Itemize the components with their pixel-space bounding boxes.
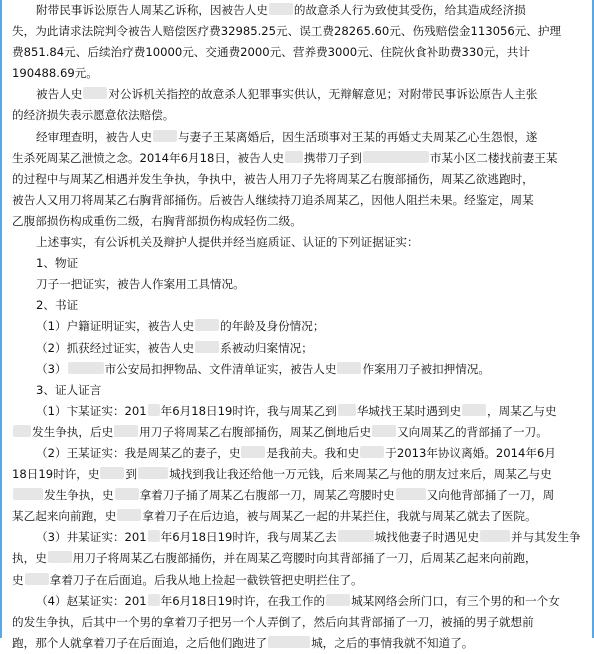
redaction-mark	[148, 594, 160, 606]
redaction-mark	[338, 404, 356, 416]
redaction-mark	[13, 488, 43, 500]
text-run: 某乙起来向前跑，史	[12, 509, 117, 524]
text-run: 执，史	[12, 551, 47, 566]
text-line-l01	[12, 0, 584, 21]
text-run: 乙腹部损伤构成重伤二级，右胸背部损伤构成轻伤二级。	[12, 213, 302, 228]
redaction-mark	[195, 319, 219, 331]
text-run: 费851.84元、后续治疗费10000元、交通费2000元、营养费3000元、住院伙食补助费330元，共计	[12, 45, 530, 60]
text-run: 经审理查明，被告人史	[36, 129, 152, 144]
redaction-mark	[195, 341, 219, 353]
text-run: 被告人又用刀将周某乙右胸背部捅伤。后被告人继续持刀追杀周某乙，因他人阻拦未果。经鉴定，周某	[12, 192, 534, 207]
text-run: （1）户籍证明证实，被告人史	[36, 319, 195, 334]
text-run: 1、物证	[36, 256, 79, 271]
text-run: 用刀子将周某乙右腹部捅伤，周某乙倒地后史	[139, 424, 372, 439]
text-run: 2、书证	[36, 298, 79, 313]
text-line-l21	[12, 422, 584, 443]
text-line-l25	[12, 506, 584, 527]
redaction-mark	[148, 404, 160, 416]
text-run: 上述事实，有公诉机关及辩护人提供并经当庭质证、认证的下列证据证实：	[36, 235, 419, 250]
text-run: 发生争执，后史	[32, 424, 114, 439]
redaction-mark	[241, 446, 265, 458]
text-run: 拿着刀子在后面追。后我从地上捡起一截铁管把史明拦住了。	[49, 572, 363, 587]
text-run: （2）抓获经过证实，被告人史	[36, 340, 195, 355]
text-line-l22	[12, 443, 584, 464]
text-run: 城找他妻子时遇见史	[374, 530, 480, 545]
text-run: 年6月18日19时许，我与周某乙去	[160, 530, 337, 545]
text-run: 发生争执，史	[44, 488, 114, 503]
text-line-l16	[12, 316, 584, 337]
text-run: 的故意杀人行为致使其受伤，给其造成经济损	[293, 3, 526, 17]
text-run: 年6月18日19时许，在我工作的	[160, 593, 326, 608]
redaction-mark	[83, 87, 107, 99]
text-run: 生杀死周某乙泄愤之念。2014年6月18日，被告人史	[12, 150, 284, 165]
text-line-l04	[12, 63, 584, 84]
redaction-mark	[100, 467, 124, 479]
redaction-mark	[372, 425, 396, 437]
text-run: 刀子一把证实，被告人作案用工具情况。	[36, 277, 245, 292]
redaction-mark	[114, 425, 138, 437]
text-run: 的过程中与周某乙相遇并发生争执，争执中，被告人用刀子先将周某乙右腹部捅伤，周某乙欲逃跑时，	[12, 171, 534, 186]
text-run: 作案用刀子被扣押情况。	[362, 361, 491, 376]
text-line-l17	[12, 338, 584, 359]
text-line-l11	[12, 211, 584, 232]
redaction-mark	[25, 573, 49, 585]
redaction-mark	[480, 530, 510, 542]
text-run: 的年龄及身份情况；	[220, 319, 325, 334]
redaction-mark	[363, 151, 429, 163]
text-line-l03	[12, 42, 584, 63]
text-line-l24	[12, 485, 584, 506]
text-line-l12	[12, 232, 584, 253]
text-run: 与妻子王某离婚后，因生活琐事对王某的再婚丈夫周某乙心生怨恨，遂	[177, 129, 538, 144]
text-line-l29	[12, 591, 584, 612]
text-run: 又向周某乙的背部捅了一刀。	[397, 424, 548, 439]
redaction-mark	[153, 130, 177, 142]
text-run: 城某网络会所门口，有三个男的和一个女	[351, 593, 560, 608]
redaction-mark	[360, 446, 384, 458]
text-line-l06	[12, 105, 584, 126]
text-run: 被告人史	[36, 87, 83, 102]
redaction-mark	[285, 151, 303, 163]
redaction-mark	[115, 488, 139, 500]
text-line-l15	[12, 295, 584, 316]
text-line-l18	[12, 359, 584, 380]
text-run: 的发生争执，后其中一个男的拿着刀子把另一个人弄倒了，然后向其背部捅了一刀，被捅的男子就想前	[12, 614, 534, 629]
text-run: 市公安局扣押物品、文件清单证实，被告人史	[104, 361, 337, 376]
text-line-l26	[12, 527, 584, 548]
text-line-l27	[12, 548, 584, 569]
text-run: （2）王某证实：我是周某乙的妻子，史	[36, 445, 241, 460]
text-line-l05	[12, 84, 584, 105]
text-line-l20	[12, 401, 584, 422]
redaction-mark	[269, 3, 293, 15]
text-line-l10	[12, 190, 584, 211]
text-line-l31	[12, 633, 584, 654]
redaction-mark	[148, 530, 160, 542]
text-run: 的经济损失表示愿意依法赔偿。	[12, 108, 175, 123]
text-run: 年6月18日19时许，我与周某乙到	[160, 403, 337, 418]
redaction-mark	[337, 362, 361, 374]
text-run: （3）井某证实：201	[36, 530, 147, 545]
text-run: 史	[12, 572, 24, 587]
redaction-mark	[338, 530, 374, 542]
text-line-l19	[12, 380, 584, 401]
text-line-l08	[12, 148, 584, 169]
text-run: 系被动归案情况；	[220, 340, 313, 355]
redaction-mark	[138, 467, 168, 479]
redaction-mark	[48, 551, 72, 563]
text-line-l07	[12, 127, 584, 148]
redaction-mark	[326, 594, 350, 606]
text-run: 城，之后的事情我就不知道了。	[311, 635, 474, 650]
text-run: 拿着刀子捅了周某乙右腹部一刀，周某乙弯腰时史	[139, 488, 395, 503]
text-line-l23	[12, 464, 584, 485]
text-run: 3、证人证言	[36, 382, 102, 397]
text-run: 城找到我让我还给他一万元钱，后来周某乙与他的朋友过来后，周某乙与史	[169, 467, 552, 482]
text-line-l02	[12, 21, 584, 42]
text-run: （4）赵某证实：201	[36, 593, 147, 608]
text-run: （1）卞某证实：201	[36, 403, 147, 418]
text-line-l13	[12, 253, 584, 274]
text-run: 并与其发生争	[511, 530, 581, 545]
text-run: （3）	[36, 361, 67, 376]
text-run: 拿着刀子在后边追，被与周某乙一起的井某拦住，我就与周某乙就去了医院。	[142, 509, 537, 524]
text-run: ，周某乙与史	[487, 403, 557, 418]
text-run: 是我前夫。我和史	[266, 445, 360, 460]
text-run: 用刀子将周某乙右腹部捅伤，并在周某乙弯腰时向其背部捅了一刀，后周某乙起来向前跑，	[72, 551, 537, 566]
text-run: 失，为此请求法院判令被告人赔偿医疗费32985.25元、误工费28265.60元、伤残赔偿金113056元、护理	[12, 24, 562, 39]
text-run: 到	[125, 467, 138, 482]
redaction-mark	[396, 488, 426, 500]
redaction-mark	[117, 509, 141, 521]
text-run: 190488.69元。	[12, 66, 98, 81]
text-line-l28	[12, 570, 584, 591]
text-run: 于2013年协议离婚。2014年6月	[385, 445, 556, 460]
text-run: 对公诉机关指控的故意杀人犯罪事实供认，无辩解意见；对附带民事诉讼原告人主张	[108, 87, 538, 102]
text-run: 跑，那个人就拿着刀子在后面追，之后他们跑进了	[12, 635, 268, 650]
text-line-l14	[12, 274, 584, 295]
text-line-l30	[12, 612, 584, 633]
redaction-mark	[68, 362, 104, 374]
text-run: 18日19时许，史	[12, 467, 100, 482]
redaction-mark	[462, 404, 486, 416]
text-run: 携带刀子到	[303, 150, 362, 165]
text-run: 附带民事诉讼原告人周某乙诉称，因被告人史	[36, 3, 268, 17]
text-line-l09	[12, 169, 584, 190]
text-run: 华城找王某时遇到史	[356, 403, 462, 418]
redaction-mark	[13, 425, 31, 437]
text-run: 市某小区二楼找前妻王某	[429, 150, 558, 165]
text-run: 又向他背部捅了一刀，周	[426, 488, 555, 503]
